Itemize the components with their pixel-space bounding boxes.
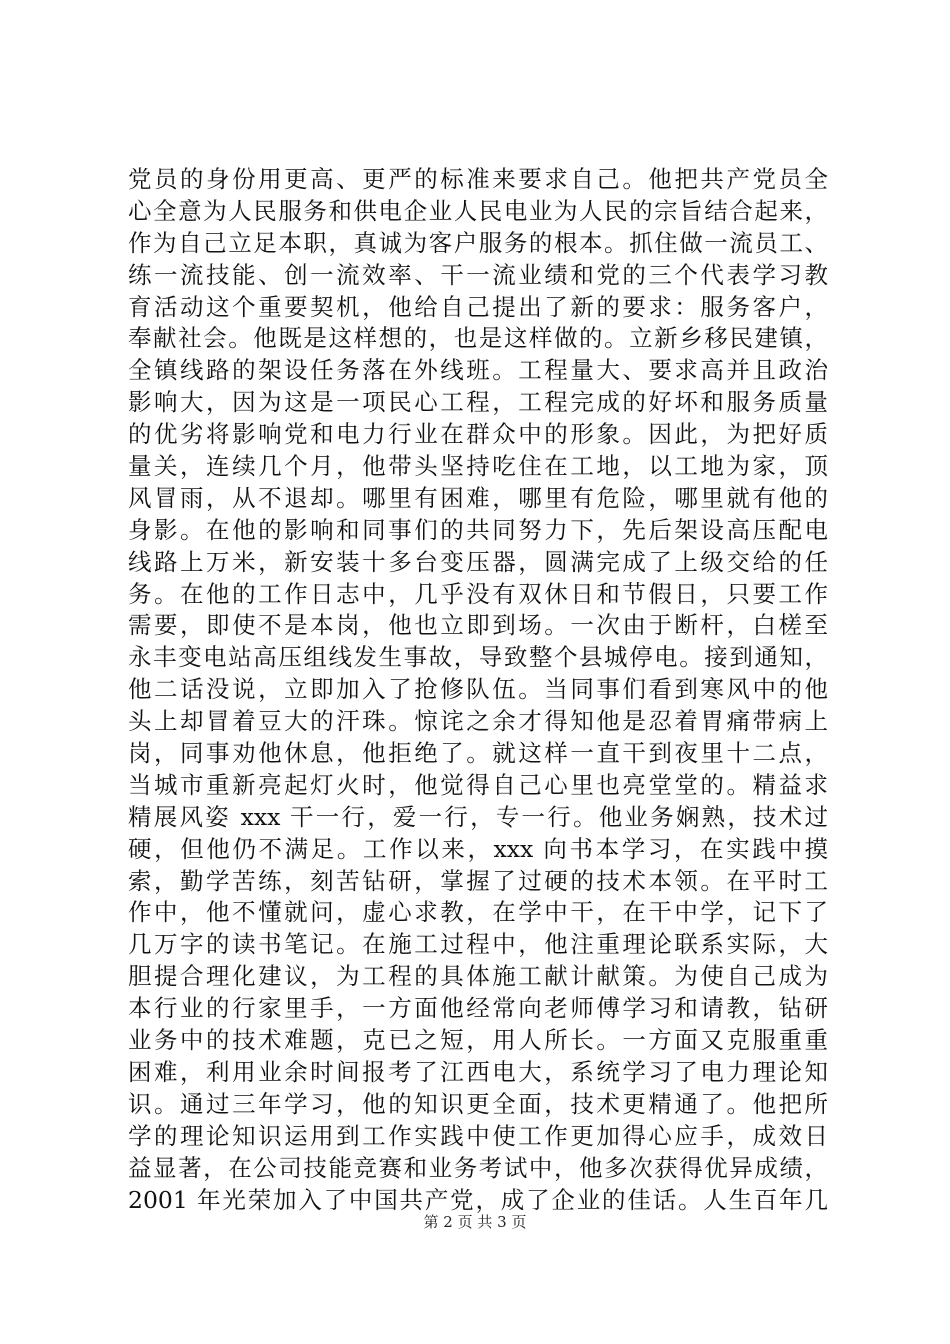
text-line: 党员的身份用更高、更严的标准来要求自己。他把共产党员全 [128,165,828,193]
text-line: 本行业的行家里手，一方面他经常向老师傅学习和请教，钻研 [128,994,828,1023]
text-line: 岗，同事劝他休息，他拒绝了。就这样一直干到夜里十二点， [128,739,828,768]
text-line: 练一流技能、创一流效率、干一流业绩和党的三个代表学习教 [128,260,828,289]
text-line: 需要，即使不是本岗，他也立即到场。一次由于断杆，白槎至 [128,611,828,640]
text-line: 务。在他的工作日志中，几乎没有双休日和节假日，只要工作 [128,579,828,608]
text-line: 全镇线路的架设任务落在外线班。工程量大、要求高并且政治 [128,356,828,385]
text-line: 硬，但他仍不满足。工作以来，xxx 向书本学习，在实践中摸 [128,834,828,863]
text-line: 益显著，在公司技能竞赛和业务考试中，他多次获得优异成绩， [128,1153,828,1182]
text-line: 索，勤学苦练，刻苦钻研，掌握了过硬的技术本领。在平时工 [128,866,828,895]
text-line: 精展风姿 xxx 干一行，爱一行，专一行。他业务娴熟，技术过 [128,802,828,831]
text-line: 当城市重新亮起灯火时，他觉得自己心里也亮堂堂的。精益求 [128,770,828,799]
text-line: 永丰变电站高压组线发生事故，导致整个县城停电。接到通知， [128,643,828,672]
text-line: 风冒雨，从不退却。哪里有困难，哪里有危险，哪里就有他的 [128,483,828,512]
page-footer: 第 2 页 共 3 页 [423,1213,527,1231]
text-line: 学的理论知识运用到工作实践中使工作更加得心应手，成效日 [128,1121,828,1150]
text-line: 头上却冒着豆大的汗珠。惊诧之余才得知他是忍着胃痛带病上 [128,707,828,736]
text-line: 2001 年光荣加入了中国共产党，成了企业的佳话。人生百年几 [128,1185,828,1214]
text-line: 几万字的读书笔记。在施工过程中，他注重理论联系实际，大 [128,930,828,959]
text-line: 识。通过三年学习，他的知识更全面，技术更精通了。他把所 [128,1089,828,1118]
text-line: 心全意为人民服务和供电企业人民电业为人民的宗旨结合起来， [128,196,828,225]
text-line: 量关，连续几个月，他带头坚持吃住在工地，以工地为家，顶 [128,452,828,481]
text-line: 作中，他不懂就问，虚心求教，在学中干，在干中学，记下了 [128,898,828,927]
text-line: 业务中的技术难题，克已之短，用人所长。一方面又克服重重 [128,1026,828,1055]
text-line: 影响大，因为这是一项民心工程，工程完成的好坏和服务质量 [128,388,828,417]
text-line: 作为自己立足本职，真诚为客户服务的根本。抓住做一流员工、 [128,228,828,257]
text-line: 身影。在他的影响和同事们的共同努力下，先后架设高压配电 [128,515,828,544]
text-line: 他二话没说，立即加入了抢修队伍。当同事们看到寒风中的他 [128,675,828,704]
text-line: 困难，利用业余时间报考了江西电大，系统学习了电力理论知 [128,1057,828,1086]
text-line: 线路上万米，新安装十多台变压器，圆满完成了上级交给的任 [128,547,828,576]
body-text [128,164,828,1216]
text-line: 的优劣将影响党和电力行业在群众中的形象。因此，为把好质 [128,420,828,449]
text-line: 育活动这个重要契机，他给自己提出了新的要求：服务客户， [128,292,828,321]
text-line: 胆提合理化建议，为工程的具体施工献计献策。为使自己成为 [128,962,828,991]
text-line: 奉献社会。他既是这样想的，也是这样做的。立新乡移民建镇， [128,324,828,353]
